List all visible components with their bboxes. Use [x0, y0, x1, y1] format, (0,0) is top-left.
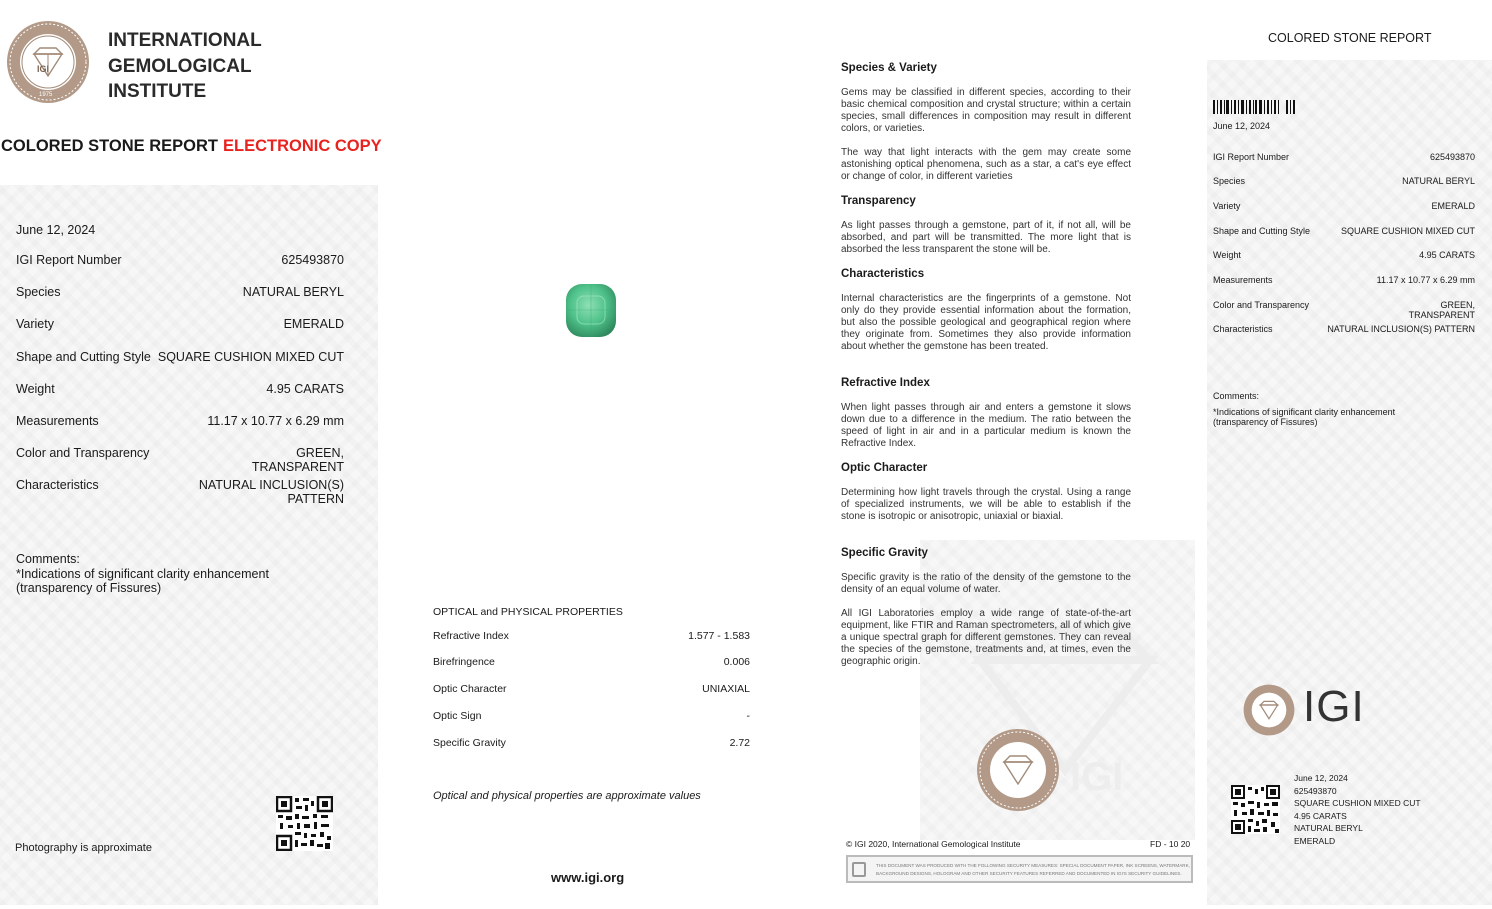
lock-icon [852, 862, 866, 877]
field-weight: Weight 4.95 CARATS [16, 382, 344, 396]
security-box [846, 855, 1193, 883]
report-date: June 12, 2024 [16, 223, 96, 237]
igi-logo-text: IGI [1303, 682, 1365, 731]
security-line1: THIS DOCUMENT WAS PRODUCED WITH THE FOLLOWING SECURITY MEASURES: SPECIAL DOCUMENT PAPER, INK SCREENS, WATERMARK, [876, 863, 1190, 868]
glossary-heading-transparency: Transparency [841, 195, 916, 207]
field-color: Color and Transparency GREEN, TRANSPARENT [16, 446, 344, 474]
summary-comments-line1: *Indications of significant clarity enhancement [1213, 407, 1396, 417]
summary-title: COLORED STONE REPORT [1268, 31, 1432, 45]
properties-title: OPTICAL and PHYSICAL PROPERTIES [433, 606, 623, 618]
prop-specific-gravity: Specific Gravity 2.72 [433, 737, 750, 749]
card-date: June 12, 2024 [1294, 773, 1348, 783]
summary-color: Color and Transparency GREEN, TRANSPARENT [1213, 300, 1475, 320]
security-line2: BACKGROUND DESIGNS, HOLOGRAM AND OTHER SECURITY FEATURES REFERRED AND DOCUMENTED IN IGI'S SECURITY GUIDELINES. [876, 871, 1182, 876]
glossary-text-transparency: As light passes through a gemstone, part of it, if not all, will be absorbed, and part will be transmitted. The more light that is absorbed the less transparent the stone will be. [841, 220, 1131, 255]
glossary-heading-species: Species & Variety [841, 62, 937, 74]
photo-note: Photography is approximate [15, 842, 152, 854]
svg-text:IGI: IGI [1070, 755, 1124, 799]
summary-comments-label: Comments: [1213, 391, 1260, 401]
field-species: Species NATURAL BERYL [16, 285, 344, 299]
field-report-number: IGI Report Number 625493870 [16, 253, 344, 267]
summary-comments-line2: (transparency of Fissures) [1213, 417, 1318, 427]
glossary-heading-refractive: Refractive Index [841, 377, 930, 389]
prop-birefringence: Birefringence 0.006 [433, 656, 750, 668]
summary-card-text [1294, 772, 1421, 847]
comments-line2: (transparency of Fissures) [16, 581, 162, 595]
institute-name [108, 28, 262, 105]
prop-refractive-index: Refractive Index 1.577 - 1.583 [433, 630, 750, 642]
card-species: NATURAL BERYL [1294, 823, 1363, 833]
summary-report-number: IGI Report Number 625493870 [1213, 152, 1475, 162]
copyright: © IGI 2020, International Gemological Institute [846, 839, 1021, 849]
summary-comments [1213, 391, 1395, 427]
card-report-number: 625493870 [1294, 785, 1337, 796]
institute-line2: GEMOLOGICAL [108, 55, 252, 77]
prop-optic-sign: Optic Sign - [433, 710, 750, 722]
report-title: COLORED STONE REPORT [1, 137, 218, 155]
comments [16, 552, 269, 596]
summary-measurements: Measurements 11.17 x 10.77 x 6.29 mm [1213, 275, 1475, 285]
barcode [1213, 100, 1297, 114]
glossary-text-species-2: The way that light interacts with the gem may create some astonishing optical phenomena, such as a star, a cat's eye effect or change of color, in different varieties [841, 147, 1131, 182]
form-code: FD - 10 20 [1150, 839, 1191, 849]
comments-line1: *Indications of significant clarity enhancement [16, 566, 269, 581]
emerald-photo [565, 283, 617, 338]
glossary-text-gravity-1: Specific gravity is the ratio of the density of the gemstone to the density of an equal volume of water. [841, 572, 1131, 595]
glossary-seal [976, 728, 1060, 812]
field-shape: Shape and Cutting Style SQUARE CUSHION MIXED CUT [16, 350, 344, 364]
glossary-text-refractive: When light passes through air and enters a gemstone it slows down due to a difference in the medium. The ratio between the speed of light in air and in a particular medium is known the Refractive Index. [841, 402, 1131, 449]
summary-variety: Variety EMERALD [1213, 201, 1475, 211]
card-weight: 4.95 CARATS [1294, 810, 1347, 821]
glossary-heading-gravity: Specific Gravity [841, 547, 928, 559]
field-characteristics: Characteristics NATURAL INCLUSION(S) PATTERN [16, 478, 344, 506]
seal-letters: IGI [37, 64, 50, 74]
igi-logo [1243, 684, 1383, 736]
website-link[interactable]: www.igi.org [551, 870, 625, 885]
glossary-text-gravity-2: All IGI Laboratories employ a wide range of state-of-the-art equipment, like FTIR and Raman spectrometers, all of which give a unique spectral graph for different gemstones. They can reveal the species of the gemstone, treatments and, at times, even the geographic origin. [841, 608, 1131, 667]
glossary-heading-characteristics: Characteristics [841, 268, 925, 280]
summary-species: Species NATURAL BERYL [1213, 176, 1475, 186]
institute-line3: INSTITUTE [108, 81, 207, 102]
igi-seal [6, 20, 90, 104]
summary-date: June 12, 2024 [1213, 121, 1271, 131]
card-shape: SQUARE CUSHION MIXED CUT [1294, 798, 1421, 808]
summary-characteristics: Characteristics NATURAL INCLUSION(S) PATTERN [1213, 324, 1475, 334]
glossary-text-optic: Determining how light travels through the crystal. Using a range of specialized instruments, we will be able to establish if the stone is isotropic or anisotropic, uniaxial or biaxial. [841, 487, 1131, 522]
glossary-text-species-1: Gems may be classified in different species, according to their basic chemical composition and crystal structure; within a certain species, small differences in composition may result in different colors, or varieties. [841, 87, 1131, 134]
glossary-heading-optic: Optic Character [841, 462, 928, 474]
field-measurements: Measurements 11.17 x 10.77 x 6.29 mm [16, 414, 344, 428]
summary-qr-code [1231, 785, 1280, 834]
card-variety: EMERALD [1294, 835, 1336, 846]
institute-line1: INTERNATIONAL [108, 30, 262, 51]
qr-code [276, 796, 333, 851]
summary-weight: Weight 4.95 CARATS [1213, 250, 1475, 260]
summary-shape: Shape and Cutting Style SQUARE CUSHION MIXED CUT [1213, 226, 1475, 236]
electronic-copy-label: ELECTRONIC COPY [223, 137, 382, 155]
properties-note: Optical and physical properties are approximate values [433, 790, 701, 802]
glossary-text-characteristics: Internal characteristics are the fingerprints of a gemstone. Not only do they provide essential information about the formation, but also the possible geological and geographical region where they originate from. Sometimes they also provide information about whether the gemstone has been treated. [841, 293, 1131, 352]
seal-year: 1975 [39, 92, 53, 98]
field-variety: Variety EMERALD [16, 317, 344, 331]
prop-optic-character: Optic Character UNIAXIAL [433, 683, 750, 695]
comments-label: Comments: [16, 552, 80, 566]
